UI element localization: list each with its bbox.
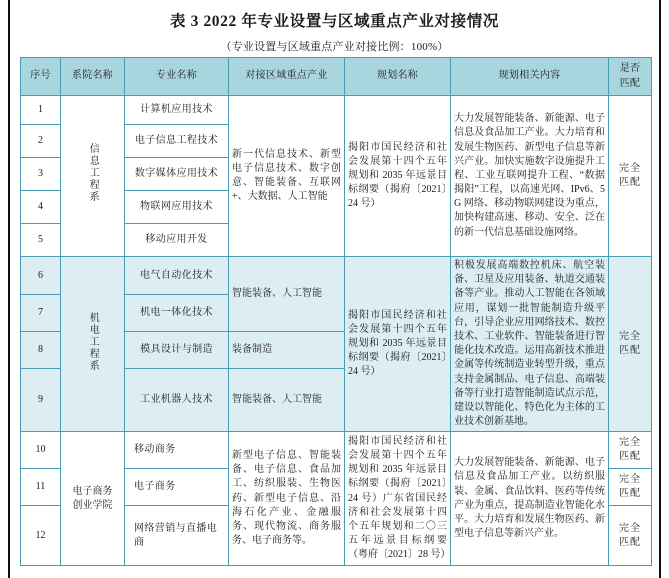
match-line1: 完全	[619, 330, 641, 342]
cell-major: 电气自动化技术	[125, 257, 229, 295]
cell-major: 电子商务	[125, 469, 229, 506]
header-cell-plan-name: 规划名称	[345, 58, 451, 96]
cell-no: 4	[21, 191, 61, 224]
match-line1: 完全	[619, 162, 641, 174]
majors-industry-table	[20, 57, 652, 566]
page-frame-right-rule	[659, 0, 661, 578]
match-line1: 完全	[619, 474, 641, 486]
cell-no: 12	[21, 506, 61, 566]
match-line2: 匹配	[619, 488, 641, 500]
cell-dept	[61, 257, 125, 432]
cell-plan-name: 揭阳市国民经济和社会发展第十四个五年规划和 2035 年远景目标纲要（揭府〔2021〕24 号）	[345, 96, 451, 257]
cell-major: 移动应用开发	[125, 224, 229, 257]
match-line2: 匹配	[619, 536, 641, 548]
match-line2: 匹配	[619, 451, 641, 463]
cell-plan-content: 积极发展高端数控机床、航空装备、卫星及应用装备、轨道交通装备等产业。推动人工智能在各领域应用，谋划一批智能制造升级平台，引导企业应用网络技术、数控技术、工业软件、智能装备进行智能化技术改造。运用高新技术推进金属等传统制造业转型升级，重点支持金属制品、电子信息、高端装备等行业打造智能制造试点示范，建设以智能化、特色化为主体的工业技术创新基地。	[451, 257, 609, 432]
page-frame-left-rule	[8, 0, 10, 578]
match-line2: 匹配	[619, 345, 641, 357]
cell-no: 3	[21, 158, 61, 191]
cell-major: 计算机应用技术	[125, 96, 229, 125]
cell-plan-content: 大力发展智能装备、新能源、电子信息及食品加工产业。大力培育和发展生物医药、新型电子信息等新兴产业。加快实施数字设施提升工程、工业互联网提升工程、“数据揭阳”工程，以高速光网、IPv6、5G 网络、移动物联网建设为重点，加快构建高速、移动、安全、泛在的新一代信息基础设施网络。	[451, 96, 609, 257]
cell-industry: 装备制造	[229, 332, 345, 369]
table-header	[21, 58, 652, 96]
cell-match	[609, 469, 652, 506]
cell-plan-name: 揭阳市国民经济和社会发展第十四个五年规划和 2035 年远景目标纲要（揭府〔2021〕24 号）广东省国民经济和社会发展第十四个五年规划和二〇三五年远景目标纲要（粤府〔2021〕28 号）	[345, 432, 451, 566]
cell-no: 5	[21, 224, 61, 257]
table-row	[21, 257, 652, 295]
cell-plan-name: 揭阳市国民经济和社会发展第十四个五年规划和 2035 年远景目标纲要（揭府〔2021〕24 号）	[345, 257, 451, 432]
header-cell-major: 专业名称	[125, 58, 229, 96]
header-cell-match	[609, 58, 652, 96]
dept-label-line2: 创业学院	[72, 499, 113, 511]
cell-no: 2	[21, 125, 61, 158]
cell-no: 1	[21, 96, 61, 125]
header-cell-dept: 系院名称	[61, 58, 125, 96]
cell-no: 11	[21, 469, 61, 506]
header-cell-industry: 对接区域重点产业	[229, 58, 345, 96]
cell-major: 移动商务	[125, 432, 229, 469]
header-cell-no: 序号	[21, 58, 61, 96]
cell-major: 物联网应用技术	[125, 191, 229, 224]
title-block	[0, 0, 669, 54]
cell-plan-content: 大力发展智能装备、新能源、电子信息及食品加工产业。以纺织服装、金属、食品饮料、医药等传统产业为重点，提高制造业智能化水平。大力培育和发展生物医药、新型电子信息等新兴产业。	[451, 432, 609, 566]
cell-major: 电子信息工程技术	[125, 125, 229, 158]
dept-label-line1: 电子商务	[72, 485, 113, 497]
page-subtitle: （专业设置与区域重点产业对接比例：100%）	[220, 41, 449, 54]
table-row	[21, 96, 652, 125]
cell-major: 模具设计与制造	[125, 332, 229, 369]
cell-match	[609, 257, 652, 432]
cell-major: 网络营销与直播电商	[125, 506, 229, 566]
cell-major: 工业机器人技术	[125, 369, 229, 432]
table-body	[21, 96, 652, 566]
cell-no: 7	[21, 295, 61, 332]
cell-match	[609, 432, 652, 469]
cell-no: 9	[21, 369, 61, 432]
dept-label: 机电工程系	[87, 311, 99, 372]
cell-no: 10	[21, 432, 61, 469]
match-line1: 完全	[619, 522, 641, 534]
match-line1: 完全	[619, 437, 641, 449]
table-container	[20, 57, 651, 566]
page-title: 表 3 2022 年专业设置与区域重点产业对接情况	[170, 13, 499, 30]
cell-match	[609, 506, 652, 566]
dept-label: 信息工程系	[87, 143, 99, 204]
header-match-line2: 匹配	[619, 77, 641, 89]
cell-industry: 智能装备、人工智能	[229, 257, 345, 332]
cell-major: 机电一体化技术	[125, 295, 229, 332]
cell-industry: 智能装备、人工智能	[229, 369, 345, 432]
header-row	[21, 58, 652, 96]
cell-no: 8	[21, 332, 61, 369]
header-cell-plan-content: 规划相关内容	[451, 58, 609, 96]
cell-industry: 新型电子信息、智能装备、电子信息、食品加工、纺织服装、生物医药、新型电子信息、沿海石化产业、金融服务、现代物流、商务服务、电子商务等。	[229, 432, 345, 566]
cell-no: 6	[21, 257, 61, 295]
match-line2: 匹配	[619, 177, 641, 188]
cell-dept	[61, 96, 125, 257]
header-match-line1: 是否	[619, 63, 641, 75]
table-row	[21, 432, 652, 469]
cell-industry: 新一代信息技术、新型电子信息技术、数字创意、智能装备、互联网+、大数据、人工智能	[229, 96, 345, 257]
cell-major: 数字媒体应用技术	[125, 158, 229, 191]
cell-dept	[61, 432, 125, 566]
cell-match	[609, 96, 652, 257]
